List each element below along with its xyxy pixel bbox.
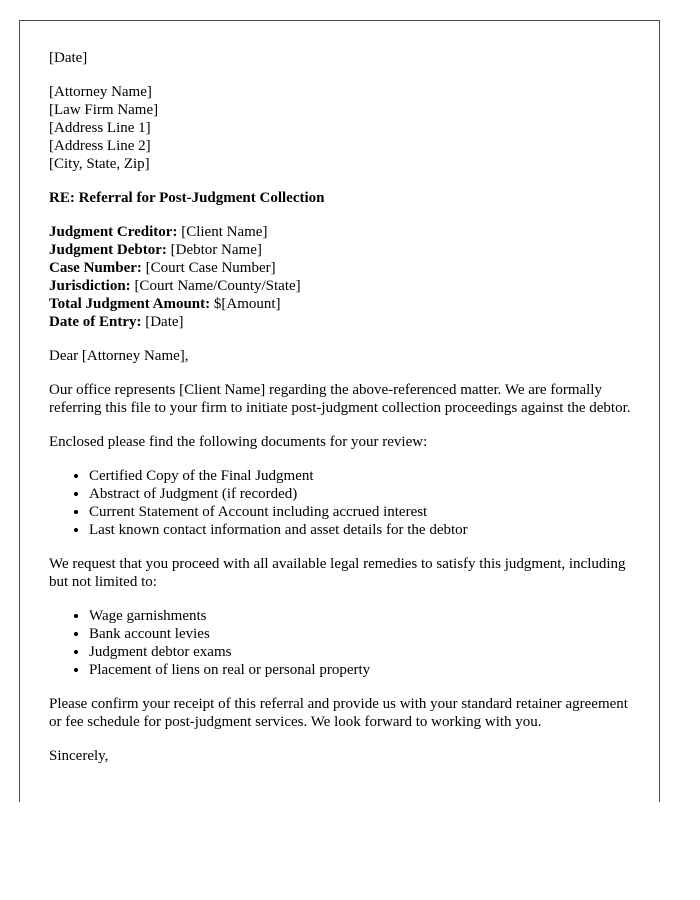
closing: Sincerely, [49, 748, 109, 764]
recipient-city-state-zip: [City, State, Zip] [49, 156, 150, 172]
letter-date: [Date] [49, 50, 88, 66]
paragraph-enclosed-documents: Enclosed please find the following documents for your review: [49, 434, 428, 450]
detail-label: Judgment Creditor: [49, 224, 178, 240]
subject-line: RE: Referral for Post-Judgment Collection [49, 190, 325, 206]
detail-judgment-debtor [49, 241, 639, 259]
list-item: • Wage garnishments [89, 607, 639, 625]
remedies-list [49, 607, 639, 679]
detail-value: [Court Name/County/State] [130, 278, 301, 294]
detail-label: Total Judgment Amount: [49, 296, 211, 312]
list-item: • Judgment debtor exams [89, 643, 639, 661]
paragraph-representation: Our office represents [Client Name] regarding the above-referenced matter. We are formally referring this file to your firm to initiate post-judgment collection proceedings against the debtor. [49, 382, 631, 416]
enclosed-documents-list [49, 467, 639, 539]
list-item: • Last known contact information and asset details for the debtor [89, 521, 639, 539]
list-item: • Bank account levies [89, 625, 639, 643]
detail-label: Jurisdiction: [49, 278, 131, 294]
detail-value: [Debtor Name] [166, 242, 262, 258]
detail-label: Date of Entry: [49, 314, 142, 330]
detail-case-number [49, 259, 639, 277]
paragraph-confirmation: Please confirm your receipt of this referral and provide us with your standard retainer agreement or fee schedule for post-judgment services. We look forward to working with you. [49, 696, 628, 730]
case-details [49, 223, 639, 331]
detail-value: [Date] [141, 314, 184, 330]
letter-page [19, 20, 660, 802]
salutation: Dear [Attorney Name], [49, 348, 189, 364]
recipient-attorney-name: [Attorney Name] [49, 84, 152, 100]
list-item: • Certified Copy of the Final Judgment [89, 467, 639, 485]
recipient-address [49, 83, 639, 173]
list-item: • Current Statement of Account including accrued interest [89, 503, 639, 521]
detail-label: Case Number: [49, 260, 142, 276]
recipient-address-line-2: [Address Line 2] [49, 138, 151, 154]
list-item: • Placement of liens on real or personal property [89, 661, 639, 679]
detail-total-judgment-amount [49, 295, 639, 313]
letter-body [49, 49, 639, 781]
detail-value: [Court Case Number] [141, 260, 276, 276]
recipient-address-line-1: [Address Line 1] [49, 120, 151, 136]
detail-label: Judgment Debtor: [49, 242, 167, 258]
detail-value: [Client Name] [177, 224, 268, 240]
list-item: • Abstract of Judgment (if recorded) [89, 485, 639, 503]
detail-jurisdiction [49, 277, 639, 295]
detail-date-of-entry [49, 313, 639, 331]
detail-judgment-creditor [49, 223, 639, 241]
recipient-firm-name: [Law Firm Name] [49, 102, 159, 118]
detail-value: $[Amount] [210, 296, 281, 312]
paragraph-remedies-request: We request that you proceed with all available legal remedies to satisfy this judgment, including but not limited to: [49, 556, 626, 590]
